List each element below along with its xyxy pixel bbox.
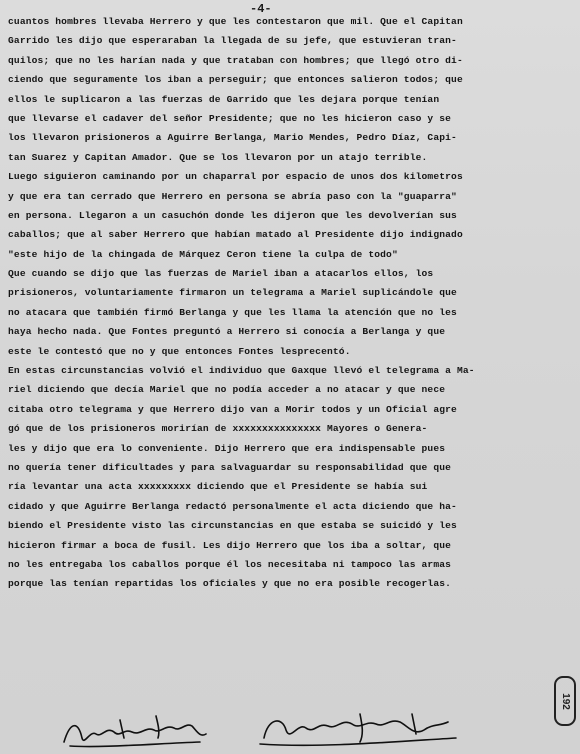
- text-line: Que cuando se dijo que las fuerzas de Mariel iban a atacarlos ellos, los: [8, 268, 434, 280]
- text-line: no les entregaba los caballos porque él los necesitaba ni tampoco las armas: [8, 558, 452, 570]
- text-line: haya hecho nada. Que Fontes preguntó a Herrero si conocía a Berlanga y que: [8, 326, 446, 338]
- text-line: no quería tener dificultades y para salvaguardar su responsabilidad que que: [8, 461, 452, 473]
- text-line: riel diciendo que decía Mariel que no podía acceder a no atacar y que nece: [8, 384, 446, 396]
- text-line: Garrido les dijo que esperaraban la llegada de su jefe, que estuvieran tran-: [8, 35, 457, 47]
- signatures: [60, 708, 480, 752]
- text-line: cuantos hombres llevaba Herrero y que les contestaron que mil. Que el Capitan: [8, 16, 463, 27]
- text-line: este le contestó que no y que entonces Fontes lesprecentó.: [8, 345, 351, 357]
- text-line: hicieron firmar a boca de fusil. Les dijo Herrero que los iba a soltar, que: [8, 539, 452, 551]
- margin-page-stamp: [554, 676, 576, 726]
- text-line: cidado y que Aguirre Berlanga redactó personalmente el acta diciendo que ha-: [8, 500, 457, 512]
- text-line: biendo el Presidente visto las circunstancias en que estaba se suicidó y les: [8, 520, 457, 532]
- text-line: "este hijo de la chingada de Márquez Ceron tiene la culpa de todo": [8, 248, 398, 260]
- document-body: [8, 12, 574, 594]
- text-line: ciendo que seguramente los iban a perseguir; que entonces salieron todos; que: [8, 74, 463, 86]
- text-line: En estas circunstancias volvió el individuo que Gaxque llevó el telegrama a Ma-: [8, 365, 475, 377]
- text-line: les y dijo que era lo conveniente. Dijo Herrero que era indispensable pues: [8, 442, 446, 454]
- page-number: -4-: [250, 2, 272, 16]
- text-line: que llevarse el cadaver del señor Presidente; que no les hicieron caso y se: [8, 112, 452, 124]
- text-line: quilos; que no les harían nada y que trataban con hombres; que llegó otro di-: [8, 54, 463, 66]
- text-line: gó que de los prisioneros morirían de xxxxxxxxxxxxxxx Mayores o Genera-: [8, 423, 428, 435]
- text-line: tan Suarez y Capitan Amador. Que se los llevaron por un atajo terrible.: [8, 151, 428, 163]
- margin-number: 192: [559, 692, 571, 710]
- text-line: y que era tan cerrado que Herrero en persona se abría paso con la "guaparra": [8, 190, 457, 202]
- text-line: ellos le suplicaron a las fuerzas de Garrido que les dejara porque tenían: [8, 93, 440, 105]
- text-line: Luego siguieron caminando por un chaparral por espacio de unos dos kilometros: [8, 171, 463, 183]
- text-line: no atacara que también firmó Berlanga y que les llama la atención que no les: [8, 306, 457, 318]
- text-line: ría levantar una acta xxxxxxxxx diciendo que el Presidente se había sui: [8, 481, 428, 493]
- text-line: los llevaron prisioneros a Aguirre Berlanga, Mario Mendes, Pedro Díaz, Capi-: [8, 132, 457, 144]
- text-line: citaba otro telegrama y que Herrero dijo van a Morir todos y un Oficial agre: [8, 403, 457, 415]
- text-line: en persona. Llegaron a un casuchón donde les dijeron que les devolverían sus: [8, 209, 457, 221]
- text-line: caballos; que al saber Herrero que habían matado al Presidente dijo indignado: [8, 229, 463, 241]
- text-line: porque las tenían repartidas los oficiales y que no era posible recogerlas.: [8, 578, 452, 590]
- text-line: prisioneros, voluntariamente firmaron un telegrama a Mariel suplicándole que: [8, 287, 457, 299]
- handwritten-signatures-icon: [60, 708, 480, 752]
